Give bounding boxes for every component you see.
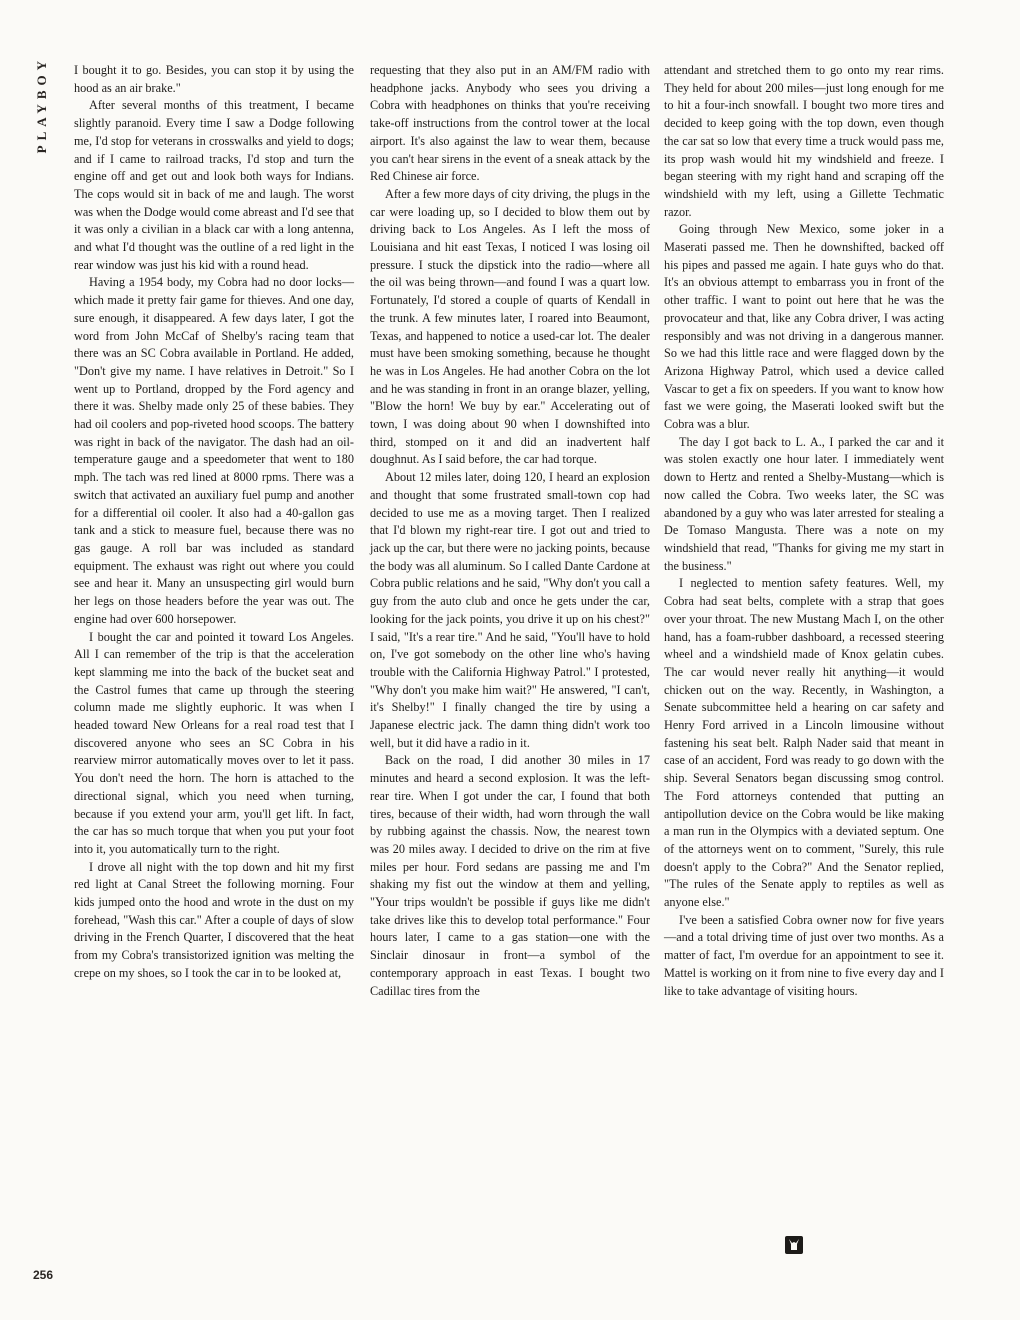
paragraph: I drove all night with the top down and hit my first red light at Canal Street the following morning. Four kids jumped onto the hood and wrote in the dust on my forehead, "Wash this car." After a couple of days of slow driving in the French Quarter, I discovered that the heat from my Cobra's transistorized ignition was melting the crepe on my shoes, so I took the car in to be looked at, xyxy=(74,859,354,980)
paragraph: About 12 miles later, doing 120, I heard an explosion and thought that some frustrated small-town cop had decided to use me as a moving target. Then I realized that I'd blown my right-rear tire. I got out and tried to jack up the car, but there were no jacking points, because the body was all aluminum. So I called Dante Cardone at Cobra public relations and he said, "Why don't you call a guy from the auto club and once he gets under the car, looking for the jack points, you drive it up on his chest?" I said, "It's a rear tire." And he said, "You'll have to hold on, I've got somebody on the other line who's having trouble with the California Highway Patrol." I protested, "Why don't you make him wait?" He answered, "I can't, it's Shelby!" I finally changed the tire by using a Japanese electric jack. The damn thing didn't work too well, but it did have a radio in it. xyxy=(370,470,650,750)
paragraph: After several months of this treatment, I became slightly paranoid. Every time I saw a Dodge following me, I'd stop for veterans in crosswalks and yield to dogs; and if I came to railroad tracks, I'd stop and turn the engine off and get out and look both ways for Indians. The cops would sit in back of me and laugh. The worst was when the Dodge would come abreast and I'd see that it was only a civilian in a black car with a long antenna, and what I'd thought was the outline of a red light in the rear window was just his kid with a round head. xyxy=(74,98,354,272)
paragraph: Back on the road, I did another 30 miles in 17 minutes and heard a second explosion. It was the left-rear tire. When I got under the car, I found that both tires, because of their width, had worn through the wall by rubbing against the chassis. Now, the nearest town was 20 miles away. I decided to drive on the rim at five miles per hour. Ford sedans are passing me and I'm shaking my fist out the window at them and yelling, "Your trips wouldn't be possible if guys like me didn't take drives like this to develop total performance." Four hours later, I came to a gas station—one with the Sinclair dinosaur in front—a symbol of the contemporary approach in east Texas. I bought two Cadillac tires from the xyxy=(370,753,650,998)
paragraph: Going through New Mexico, some joker in a Maserati passed me. Then he downshifted, backed off his pipes and passed me again. I hate guys who do that. It's an obvious attempt to embarrass you in front of the other traffic. I want to point out here that he was the provocateur and that, like any Cobra driver, I was acting responsibly and was not driving in a dangerous manner. So we had this little race and were flagged down by the Arizona Highway Patrol, which used a device called Vascar to get a fix on speeders. If you want to know how fast we were going, the Maserati looked swift but the Cobra was a blur. xyxy=(664,222,944,432)
paragraph: attendant and stretched them to go onto my rear rims. They held for about 200 miles—just long enough for me to hit a four-inch snowfall. I bought two more tires and decided to keep going with the top down, even though the car sat so low that every time a truck would pass me, its prop wash would hit my windshield and freeze. I began steering with my right hand and scraping off the windshield with my left, using a Gillette Techmatic razor. xyxy=(664,63,944,219)
page-number: 256 xyxy=(33,1268,54,1282)
masthead-text: PLAYBOY xyxy=(34,56,49,154)
paragraph: I bought the car and pointed it toward Los Angeles. All I can remember of the trip is that the acceleration kept slamming me into the back of the bucket seat and the Castrol fumes that came up through the steering column made me slightly euphoric. It was when I headed toward New Orleans for a real road test that I discovered anyone who sees an SC Cobra in his rearview mirror automatically moves over to let it pass. You don't need the horn. The horn is attached to the directional signal, which you need when turning, because if you extend your arm, you'll get lift. In fact, the car has so much torque that when you put your foot into it, you automatically turn to the right. xyxy=(74,629,354,856)
rabbit-head-icon xyxy=(785,1236,803,1254)
paragraph: The day I got back to L. A., I parked the car and it was stolen exactly one hour later. I immediately went down to Hertz and rented a Shelby-Mustang—which is now called the Cobra. Two weeks later, the SC was abandoned by a guy who was later arrested for stealing a De Tomaso Mangusta. There was a note on my windshield that read, "Thanks for giving me my start in the business." xyxy=(664,434,944,573)
paragraph: After a few more days of city driving, the plugs in the car were loading up, so I decided to blow them out by driving back to Los Angeles. As I left the moss of Louisiana and hit east Texas, I noticed I was losing oil pressure. I stuck the dipstick into the radio—where all the oil was being thrown—and found I was a quart low. Fortunately, I'd stored a couple of quarts of Kendall in the trunk. A few minutes later, I roared into Beaumont, Texas, and happened to notice a used-car lot. The dealer must have been smoking something, because he thought he was in Los Angeles. He had another Cobra on the lot and he was standing in front in an orange blazer, yelling, "Blow the horn! We buy by ear." Accelerating out of town, I was doing about 90 when I downshifted into third, stomped on it and did an inadvertent half doughnut. As I said before, the car had torque. xyxy=(370,186,650,467)
paragraph: I've been a satisfied Cobra owner now for five years—and a total driving time of just over two months. As a matter of fact, I'm overdue for an appointment to see it. Mattel is working on it from nine to five every day and I like to take advantage of visiting hours. xyxy=(664,912,944,998)
paragraph: I bought it to go. Besides, you can stop it by using the hood as an air brake." xyxy=(74,63,354,95)
masthead xyxy=(22,56,62,154)
text-column-1 xyxy=(74,62,354,983)
text-column-2 xyxy=(370,62,650,1000)
text-column-3 xyxy=(664,62,944,1000)
paragraph: requesting that they also put in an AM/FM radio with headphone jacks. Anybody who sees you driving a Cobra with headphones on thinks that you're receiving take-off instructions from the control tower at the local airport. It's also against the law to wear them, because you can't hear sirens in the event of a sneak attack by the Red Chinese air force. xyxy=(370,63,650,184)
paragraph: I neglected to mention safety features. Well, my Cobra had seat belts, complete with a strap that goes over your throat. The new Mustang Mach I, on the other hand, has a foam-rubber dashboard, a recessed steering wheel and a windshield made of Knox gelatin cubes. The car would never really hit anything—it would chicken out on the way. Recently, in Washington, a Senate subcommittee held a hearing on car safety and Henry Ford arrived in a Lincoln limousine without fastening his seat belt. Ralph Nader said that meant in case of an accident, Ford was ready to go down with the ship. Several Senators began discussing smog control. The Ford attorneys contended that putting an antipollution device on the Cobra would be like making a man run in the Olympics with a deviated septum. One of the attorneys went on to comment, "Surely, this rule doesn't apply to the Cobra?" And the Senator replied, "The rules of the Senate apply to reptiles as well as anyone else." xyxy=(664,576,944,910)
paragraph: Having a 1954 body, my Cobra had no door locks—which made it pretty fair game for thieves. And one day, sure enough, it disappeared. A few days later, I got the word from John McCaf of Shelby's racing team that there was an SC Cobra available in Portland. He added, "Don't give my name. I have relatives in Detroit." So I went up to Portland, dropped by the Ford agency and there it was. Shelby made only 25 of these babies. They had oil coolers and pop-riveted hood scoops. The battery was right in back of the navigator. The dash had an oil-temperature gauge and a speedometer that went to 180 mph. The tach was red lined at 8000 rpms. There was a switch that activated an auxiliary fuel pump and another for a differential oil cooler. It also had a 40-gallon gas tank and a stick to measure fuel, because there was no gas gauge. A roll bar was included as standard equipment. The exhaust was right out where you could see and hear it. Many an unsuspecting girl would burn her legs on those headers before the year was out. The engine had over 600 horsepower. xyxy=(74,275,354,626)
